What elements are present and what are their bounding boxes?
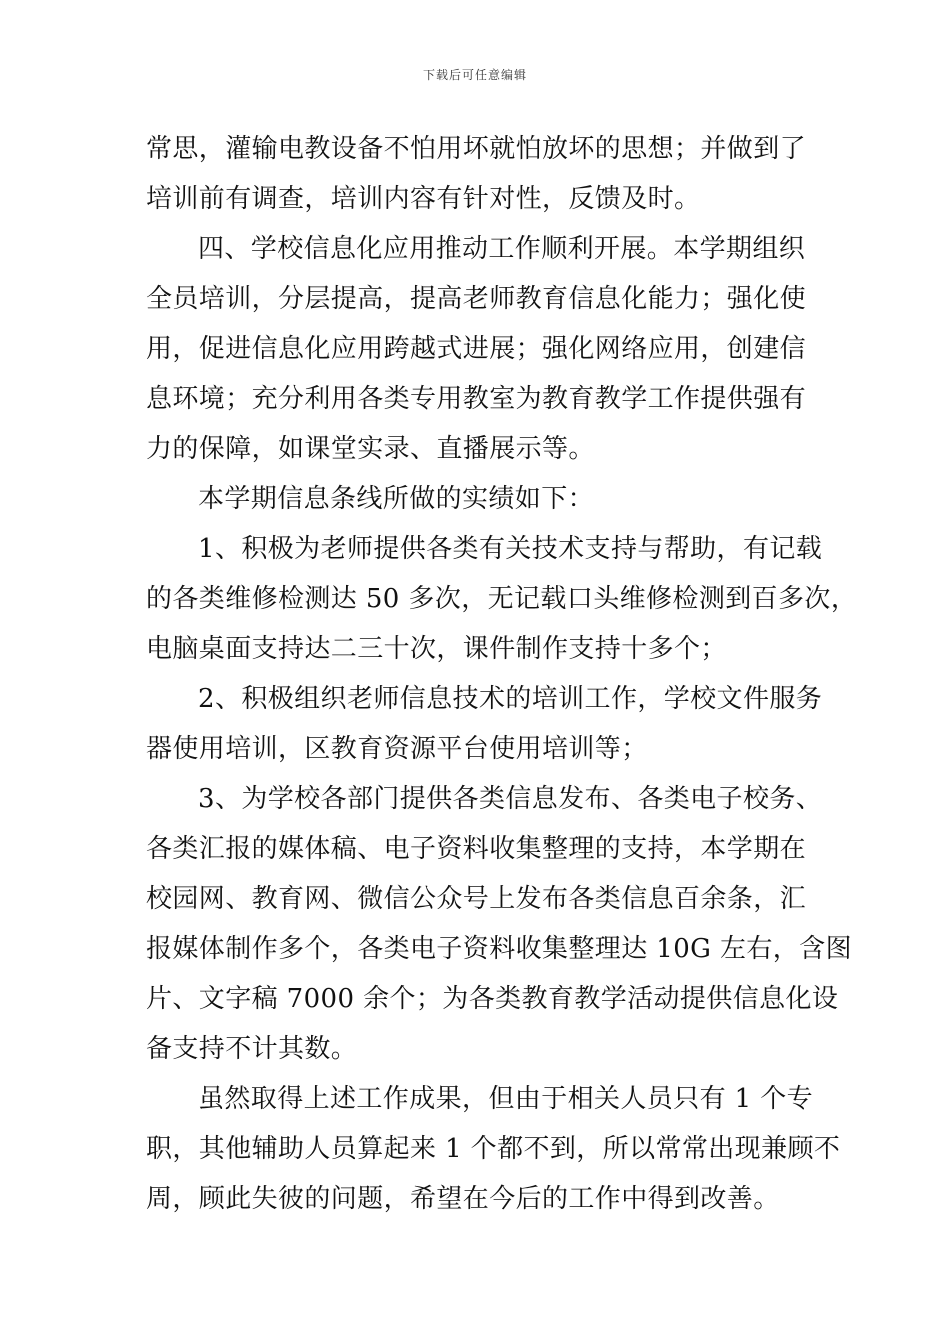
text-line: 常思，灌输电教设备不怕用坏就怕放坏的思想；并做到了 [146,134,807,164]
text-line: 培训前有调查，培训内容有针对性，反馈及时。 [146,184,701,214]
document-body [146,124,858,1224]
text-line: 四、学校信息化应用推动工作顺利开展。本学期组织 [198,234,806,264]
text-line: 的各类维修检测达 50 多次，无记载口头维修检测到百多次， [146,584,858,614]
text-line: 全员培训，分层提高，提高老师教育信息化能力；强化使 [146,284,807,314]
text-line: 虽然取得上述工作成果，但由于相关人员只有 1 个专 [198,1084,814,1114]
text-line: 3、为学校各部门提供各类信息发布、各类电子校务、 [198,784,823,814]
text-line: 各类汇报的媒体稿、电子资料收集整理的支持，本学期在 [146,834,807,864]
text-line: 片、文字稿 7000 余个；为各类教育教学活动提供信息化设 [146,984,839,1014]
text-line: 2、积极组织老师信息技术的培训工作，学校文件服务 [198,684,823,714]
text-line: 用，促进信息化应用跨越式进展；强化网络应用，创建信 [146,334,807,364]
text-line: 周，顾此失彼的问题，希望在今后的工作中得到改善。 [146,1184,780,1214]
text-line: 器使用培训，区教育资源平台使用培训等； [146,734,648,764]
text-line: 备支持不计其数。 [146,1034,358,1064]
text-line: 职，其他辅助人员算起来 1 个都不到，所以常常出现兼顾不 [146,1134,841,1164]
text-line: 电脑桌面支持达二三十次，课件制作支持十多个； [146,634,727,664]
text-line: 力的保障，如课堂实录、直播展示等。 [146,434,595,464]
text-line: 本学期信息条线所做的实绩如下： [198,484,595,514]
text-line: 校园网、教育网、微信公众号上发布各类信息百余条，汇 [146,884,807,914]
text-line: 报媒体制作多个，各类电子资料收集整理达 10G 左右，含图 [146,934,852,964]
text-line: 1、积极为老师提供各类有关技术支持与帮助，有记载 [198,534,823,564]
text-line: 息环境；充分利用各类专用教室为教育教学工作提供强有 [146,384,807,414]
page-header: 下载后可任意编辑 [422,68,527,82]
